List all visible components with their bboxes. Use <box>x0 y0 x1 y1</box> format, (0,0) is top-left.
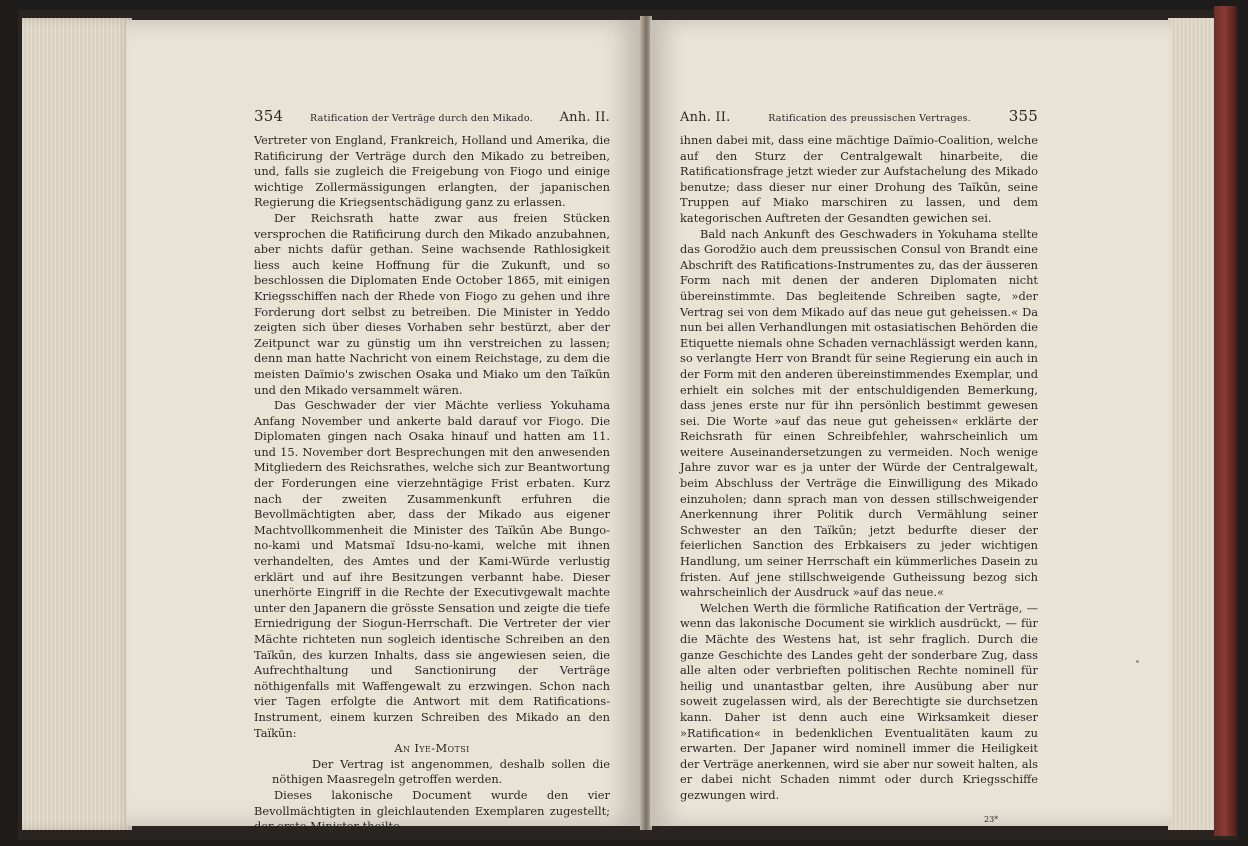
quoted-decree: Der Vertrag ist angenommen, deshalb sollen die nöthigen Maasregeln getroffen werden. <box>272 756 610 787</box>
paragraph: Der Reichsrath hatte zwar aus freien Stücken versprochen die Ratificirung durch den Mikado anzubahnen, aber nichts dafür gethan. Seine wachsende Rathlosigkeit liess auch keine Hoffnung für die Zukunft, und so beschlossen die Diplomaten Ende October 1865, mit einigen Kriegsschiffen nach der Rhede von Fiogo zu gehen und ihre Forderung dort selbst zu betreiben. Die Minister in Yeddo zeigten sich über dieses Vorhaben sehr bestürzt, aber der Zeitpunct war zu günstig um ihn verstreichen zu lassen; denn man hatte Nachricht von einem Reichstage, zu dem die meisten Daïmio's zwischen Osaka und Miako um den Taïkūn und den Mikado versammelt wären. <box>254 210 610 397</box>
paragraph: Dieses lakonische Document wurde den vier Bevollmächtigten in gleichlautenden Exemplaren zugestellt; der erste Minister theilte <box>254 787 610 834</box>
paragraph: Das Geschwader der vier Mächte verliess Yokuhama Anfang November und ankerte bald darauf vor Fiogo. Die Diplomaten gingen nach Osaka hinauf und hatten am 11. und 15. November dort Besprechungen mit den anwesenden Mitgliedern des Reichsrathes, welche sich zur Beantwortung der Forderungen eine vierzehntägige Frist erbaten. Kurz nach der zweiten Zusammenkunft erfuhren die Bevollmächtigten aber, dass der Mikado aus eigener Machtvollkommenheit die Minister des Taïkūn Abe Bungo-no-kami und Matsmaï Idsu-no-kami, welche mit ihnen verhandelten, des Amtes und der Kami-Würde verlustig erklärt und auf ihre Besitzungen verbannt habe. Dieser unerhörte Eingriff in die Rechte der Executivgewalt machte unter den Japanern die grösste Sensation und zeigte die tiefe Erniedrigung der Siogun-Herrschaft. Die Vertreter der vier Mächte richteten nun sogleich identische Schreiben an den Taïkūn, des kurzen Inhalts, dass sie angewiesen seien, die Aufrechthaltung und Sanctionirung der Verträge nöthigenfalls mit Waffengewalt zu erzwingen. Schon nach vier Tagen erfolgte die Antwort mit dem Ratifications-Instrument, einem kurzen Schreiben des Mikado an den Taïkūn: <box>254 398 610 740</box>
paper-speck <box>1136 660 1139 663</box>
left-page-header <box>254 107 610 127</box>
section-label: Anh. II. <box>559 110 610 125</box>
right-page-body <box>680 133 1038 804</box>
right-page-header <box>680 107 1038 127</box>
page-number: 355 <box>1008 107 1038 125</box>
page-number: 354 <box>254 107 284 125</box>
right-page <box>650 20 1172 826</box>
paragraph: Welchen Werth die förmliche Ratification der Verträge, — wenn das lakonische Document sie wirklich ausdrückt, — für die Mächte des Westens hat, ist sehr fraglich. Durch die ganze Geschichte des Landes geht der sonderbare Zug, dass alle alten oder verbrieften politischen Rechte nominell für heilig und unantastbar gelten, ihre Ausübung aber nur soweit zugelassen wird, als der Berechtigte sie durchsetzen kann. Daher ist denn auch eine Wirksamkeit dieser »Ratification« in bedenklichen Eventualitäten kaum zu erwarten. Der Japaner wird nominell immer die Heiligkeit der Verträge anerkennen, wird sie aber nur soweit halten, als er dabei nicht Schaden nimmt oder durch Kriegsschiffe gezwungen wird. <box>680 600 1038 802</box>
left-page <box>126 20 642 834</box>
book-cover-edge <box>1214 6 1236 836</box>
address-line: An Iye-Motsi <box>394 741 470 756</box>
page-edges-left <box>22 18 132 830</box>
running-title: Ratification der Verträge durch den Mikado. <box>310 113 533 124</box>
paragraph: ihnen dabei mit, dass eine mächtige Daïmio-Coalition, welche auf den Sturz der Centralgewalt hinarbeite, die Ratificationsfrage jetzt wieder zur Aufstachelung des Mikado benutze; dass dieser nur einer Drohung des Taïkūn, seine Truppen auf Miako marschiren zu lassen, und dem kategorischen Auftreten der Gesandten gewichen sei. <box>680 133 1038 225</box>
paragraph: Vertreter von England, Frankreich, Holland und Amerika, die Ratificirung der Verträge durch den Mikado zu betreiben, und, falls sie zugleich die Freigebung von Fiogo und einige wichtige Zollermässigungen erlangten, der japanischen Regierung die Kriegsentschädigung ganz zu erlassen. <box>254 133 610 210</box>
left-page-body <box>254 133 610 835</box>
signature-mark: 23* <box>984 815 999 824</box>
paragraph: Bald nach Ankunft des Geschwaders in Yokuhama stellte das Gorodžio auch dem preussischen Consul von Brandt eine Abschrift des Ratifications-Instrumentes zu, das der äusseren Form nach mit denen der anderen Diplomaten nicht übereinstimmte. Das begleitende Schreiben sagte, »der Vertrag sei von dem Mikado auf das neue gut geheissen.« Da nun bei allen Verhandlungen mit ostasiatischen Behörden die Etiquette niemals ohne Schaden vernachlässigt werden kann, so verlangte Herr von Brandt für seine Regierung ein auch in der Form mit den anderen übereinstimmendes Exemplar, und erhielt ein solches mit der entschuldigenden Bemerkung, dass jenes erste nur für ihn persönlich bestimmt gewesen sei. Die Worte »auf das neue gut geheissen« erklärte der Reichsrath für einen Schreibfehler, wahrscheinlich um weitere Auseinandersetzungen zu vermeiden. Noch wenige Jahre zuvor war es ja unter der Würde der Centralgewalt, beim Abschluss der Verträge die Einwilligung des Mikado einzuholen; dann sprach man von dessen stillschweigender Anerkennung ihrer Politik durch Vermählung seiner Schwester an den Taïkūn; jetzt bedurfte dieser der feierlichen Sanction des Erbkaisers zu jeder wichtigen Handlung, um seiner Herrschaft ein kümmerliches Dasein zu fristen. Auf jene stillschweigende Gutheissung bezog sich wahrscheinlich der Ausdruck »auf das neue.« <box>680 226 1038 600</box>
running-title: Ratification des preussischen Vertrages. <box>768 113 971 124</box>
section-label: Anh. II. <box>680 110 731 125</box>
